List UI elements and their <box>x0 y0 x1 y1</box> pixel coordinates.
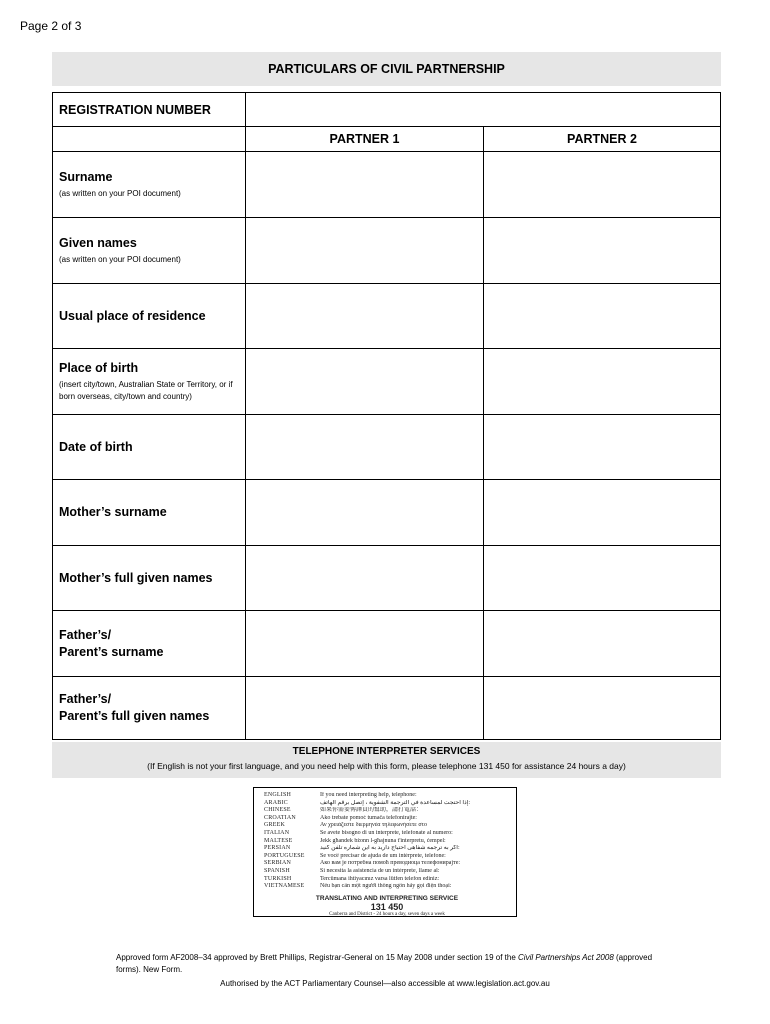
language-help-text: Tercümana ihtiyacınız varsa lütfen telefon ediniz: <box>320 875 440 882</box>
tis-service-name: TRANSLATING AND INTERPRETING SERVICE <box>315 894 459 902</box>
field-row-given-names <box>53 218 720 284</box>
registration-row <box>53 93 720 127</box>
language-name: PORTUGUESE <box>264 852 305 859</box>
field-label-cell <box>53 349 246 414</box>
partner-2-date-of-birth-field[interactable] <box>484 415 720 479</box>
field-note: (as written on your POI document) <box>59 255 181 264</box>
approval-text-after: (approved forms). New Form. <box>116 953 653 974</box>
language-help-text: Jekk għandek bżonn l-għajnuna t'interpretu, ċempel: <box>320 837 446 844</box>
tis-service-note: Canberra and District - 24 hours a day, seven days a week <box>329 912 445 918</box>
approval-text-before: Approved form AF2008–34 approved by Brett Phillips, Registrar-General on 15 May 2008 under section 19 of the <box>116 953 519 962</box>
field-row-date-of-birth <box>53 415 720 480</box>
partner-2-parent-surname-field[interactable] <box>484 611 720 676</box>
language-help-text: 如果你需要傳譯員的幫助，請打電話： <box>320 807 423 814</box>
field-label: Father’s/ Parent’s surname <box>59 627 164 659</box>
partner-2-given-names-field[interactable] <box>484 218 720 283</box>
field-row-residence <box>53 284 720 349</box>
field-label: Given names <box>59 236 137 250</box>
page-number: Page 2 of 3 <box>20 19 82 33</box>
language-row <box>264 807 510 815</box>
field-note: (insert city/town, Australian State or Territory, or if born overseas, city/town and country) <box>59 380 233 401</box>
language-help-text: Αν χρειάζεστε διερμηνέα τηλεφωνήσετε στο <box>320 822 427 829</box>
field-label: Date of birth <box>59 439 133 454</box>
language-name: ITALIAN <box>264 829 290 836</box>
registration-label-cell <box>53 93 246 126</box>
language-help-text: إذا احتجت لمساعدة في الترجمة الشفوية ، إتصل برقم الهاتف: <box>320 799 471 806</box>
registration-number-field[interactable] <box>246 93 720 126</box>
language-help-text: اگر به ترجمه شفاهی احتیاج دارید به این شماره تلفن کنید: <box>320 845 460 852</box>
language-name: ARABIC <box>264 799 288 806</box>
field-label: Surname <box>59 170 113 184</box>
language-row <box>264 845 510 853</box>
language-row <box>264 815 510 823</box>
language-help-box <box>253 787 517 917</box>
language-row <box>264 868 510 876</box>
language-help-text: Ако вам је потребна помоћ преводиоца телефонирајте: <box>320 860 461 867</box>
language-name: VIETNAMESE <box>264 883 305 890</box>
partner-2-residence-field[interactable] <box>484 284 720 348</box>
form-title: PARTICULARS OF CIVIL PARTNERSHIP <box>52 52 721 86</box>
interpreter-title: TELEPHONE INTERPRETER SERVICES <box>292 746 481 757</box>
partner-1-heading: PARTNER 1 <box>246 127 484 151</box>
language-help-text: Nếu bạn cần một người thông ngôn hãy gọi điện thoại: <box>320 883 452 890</box>
partner-1-residence-field[interactable] <box>246 284 484 348</box>
partner-1-mother-surname-field[interactable] <box>246 480 484 545</box>
language-row <box>264 883 510 891</box>
tis-phone-number: 131 450 <box>370 902 404 913</box>
interpreter-services-banner <box>52 742 721 778</box>
field-label: Mother’s full given names <box>59 570 213 585</box>
field-label-cell <box>53 611 246 676</box>
language-list <box>264 792 510 891</box>
approval-statement <box>116 952 676 976</box>
field-row-parent-given-names <box>53 677 720 739</box>
partner-1-parent-given-names-field[interactable] <box>246 677 484 739</box>
language-name: GREEK <box>264 822 285 829</box>
language-name: CHINESE <box>264 807 291 814</box>
partner-2-parent-given-names-field[interactable] <box>484 677 720 739</box>
language-name: SPANISH <box>264 867 290 874</box>
field-label-cell <box>53 152 246 217</box>
field-label-cell <box>53 677 246 739</box>
field-label: Usual place of residence <box>59 308 206 323</box>
field-label: Place of birth <box>59 361 139 375</box>
language-name: PERSIAN <box>264 845 291 852</box>
language-name: SERBIAN <box>264 860 292 867</box>
partner-2-heading: PARTNER 2 <box>567 132 637 146</box>
language-help-text: If you need interpreting help, telephone: <box>320 792 417 798</box>
partner-1-date-of-birth-field[interactable] <box>246 415 484 479</box>
language-row <box>264 792 510 800</box>
footer-authorisation: Authorised by the ACT Parliamentary Counsel—also accessible at www.legislation.act.gov.au <box>220 979 550 988</box>
partner-2-surname-field[interactable] <box>484 152 720 217</box>
language-row <box>264 838 510 846</box>
language-row <box>264 853 510 861</box>
partner-2-mother-surname-field[interactable] <box>484 480 720 545</box>
language-help-text: Se avete bisogno di un interprete, telefonate al numero: <box>320 829 453 836</box>
language-row <box>264 830 510 838</box>
field-label-cell <box>53 546 246 610</box>
field-row-mother-given-names <box>53 546 720 611</box>
field-row-parent-surname <box>53 611 720 677</box>
field-label: Mother’s surname <box>59 505 167 519</box>
field-label-cell <box>53 415 246 479</box>
column-header-row <box>53 127 720 152</box>
language-name: CROATIAN <box>264 814 296 821</box>
partner-1-parent-surname-field[interactable] <box>246 611 484 676</box>
language-help-text: Si necesita la asistencia de un intérprete, llame al: <box>320 867 440 874</box>
language-row <box>264 822 510 830</box>
interpreter-subtitle: (If English is not your first language, and you need help with this form, please telephone 131 450 for assistance 24 hours a day) <box>147 761 626 771</box>
partner-2-place-of-birth-field[interactable] <box>484 349 720 414</box>
field-label-cell <box>53 218 246 283</box>
partner-1-mother-given-names-field[interactable] <box>246 546 484 610</box>
header-blank-cell <box>53 127 246 151</box>
field-label: Father’s/ Parent’s full given names <box>59 692 210 723</box>
field-row-surname <box>53 152 720 218</box>
field-note: (as written on your POI document) <box>59 189 181 198</box>
field-label-cell <box>53 480 246 545</box>
partner-2-mother-given-names-field[interactable] <box>484 546 720 610</box>
language-name: TURKISH <box>264 875 292 882</box>
partner-1-given-names-field[interactable] <box>246 218 484 283</box>
field-row-mother-surname <box>53 480 720 546</box>
language-help-text: Ako trebate pomoć tumača telefonirajte: <box>320 814 417 821</box>
language-name: MALTESE <box>264 837 293 844</box>
approval-act-name: Civil Partnerships Act 2008 <box>518 953 614 962</box>
partnership-form-grid <box>52 92 721 740</box>
language-row <box>264 876 510 884</box>
language-help-text: Se você precisar de ajuda de um intérprete, telefone: <box>320 852 446 859</box>
field-row-place-of-birth <box>53 349 720 415</box>
partner-1-surname-field[interactable] <box>246 152 484 217</box>
language-name: ENGLISH <box>264 792 292 798</box>
language-row <box>264 800 510 808</box>
partner-1-place-of-birth-field[interactable] <box>246 349 484 414</box>
registration-label: REGISTRATION NUMBER <box>59 102 211 117</box>
language-row <box>264 860 510 868</box>
field-label-cell <box>53 284 246 348</box>
